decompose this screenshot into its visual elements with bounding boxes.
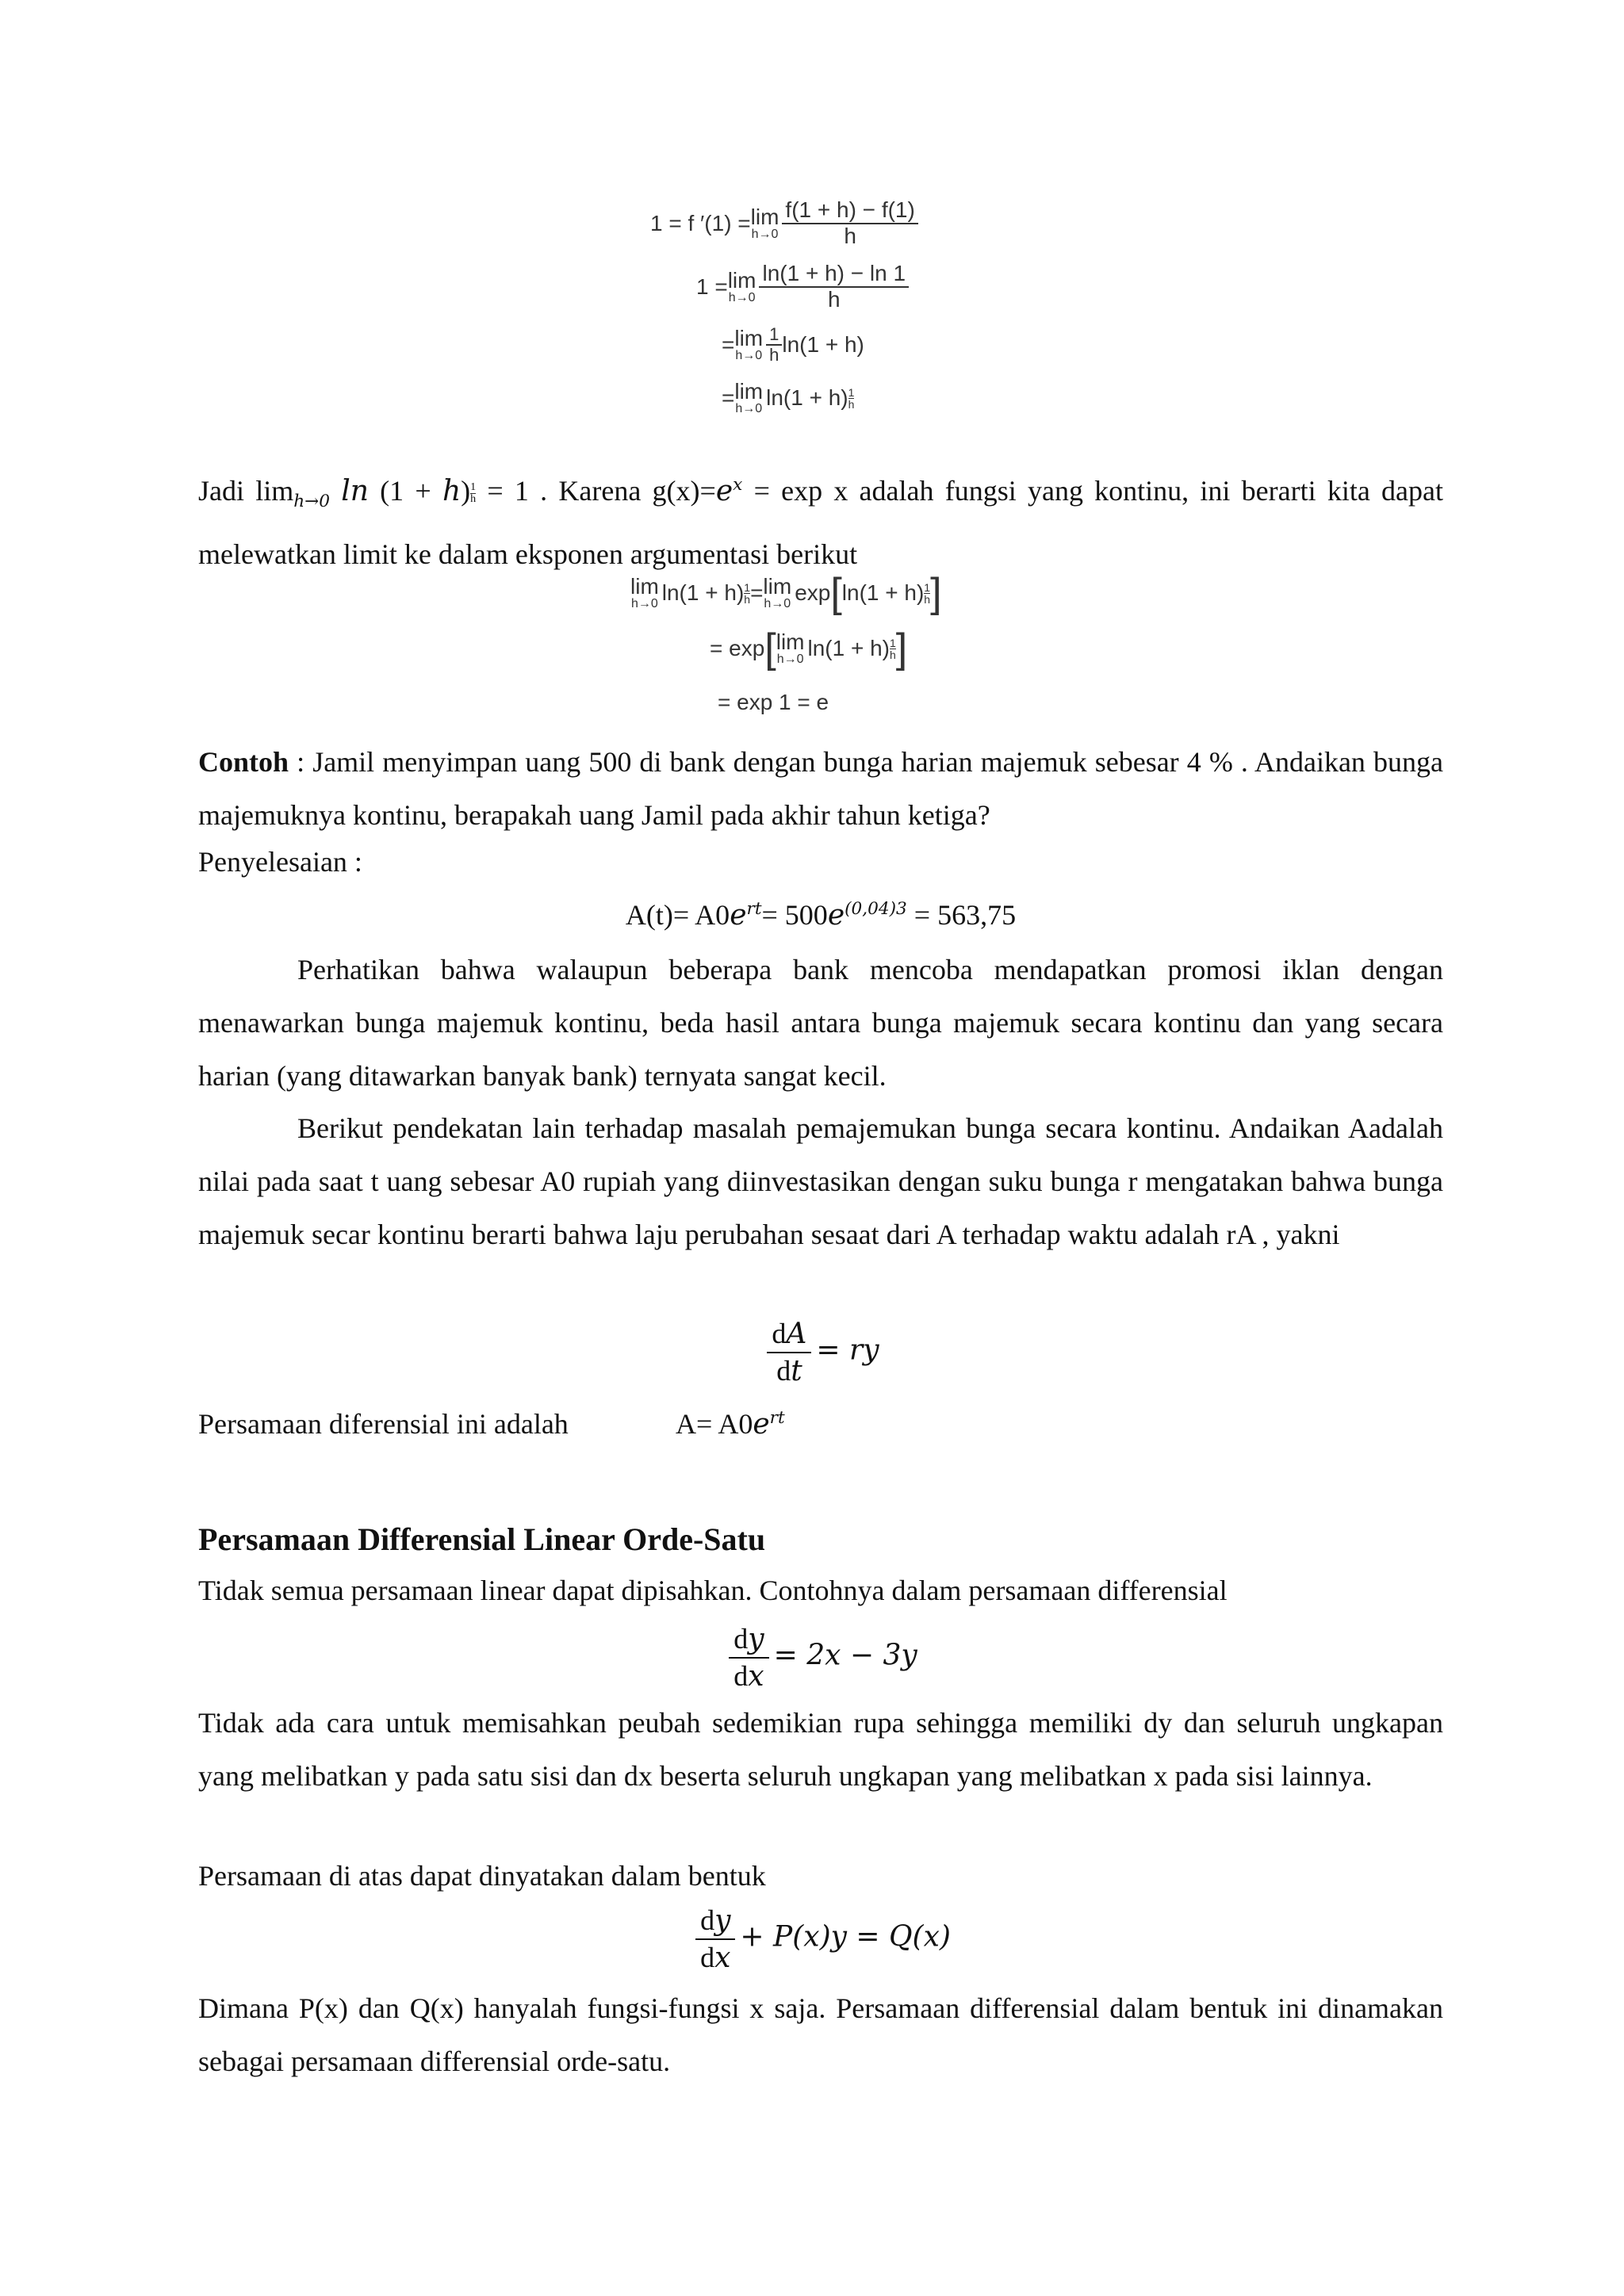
- eq1-row3-rhs: ln(1 + h): [782, 332, 864, 358]
- paragraph-limit-continuity: Jadi $\lim_{h\to 0} \ln (1 + h)$ $\frac{1}{h}$ = 1 . Karena $g(x)=e^x = \exp x$ adalah fungsi yang kontinu, ini berarti kita dapat melewatkan limit ke dalam eksponen argumentasi berikut: [198, 475, 1444, 571]
- exp-limit-equation: [630, 570, 1074, 725]
- lim-symbol: lim h→0: [734, 326, 764, 363]
- exponent-fraction: $\frac{1}{h}$: [744, 580, 751, 606]
- lim-symbol: lim h→0: [630, 574, 659, 611]
- eq1-row1-lhs: 1 = f ′(1) =: [650, 210, 751, 235]
- growth-rate-equation: $\frac{dA}{dt}$ = ry: [198, 1316, 1443, 1389]
- eq2-row1-equals: =: [750, 580, 764, 606]
- exponent-fraction: 1 h: [890, 636, 896, 661]
- eq1-row2-lhs: 1 =: [696, 274, 728, 299]
- eq2-row1-exp: exp: [795, 580, 831, 606]
- eq2-row1-a: ln(1 + h): [661, 580, 745, 606]
- lim-symbol: lim h→0: [763, 574, 792, 611]
- example-differential-equation: $\frac{dy}{dx}$ = 2x − 3y: [198, 1621, 1443, 1694]
- lim-symbol: lim h→0: [734, 379, 764, 415]
- eq1-row4-rhs: ln(1 + h): [766, 385, 848, 410]
- paragraph-observation: Perhatikan bahwa walaupun beberapa bank mencoba mendapatkan promosi iklan dengan menawarkan bunga majemuk kontinu, beda hasil antara bunga majemuk secara kontinu dan yang secara harian (yang ditawarkan banyak bank) ternyata sangat kecil.: [198, 954, 1443, 1092]
- eq1-row2-fraction: $\frac{\ln(1 + h) - \ln 1}{h}$: [759, 262, 909, 312]
- document-page: [198, 0, 1443, 2296]
- eq1-row3-fraction: $\frac{1}{h}$: [766, 325, 782, 365]
- paragraph-not-all-separable: Tidak semua persamaan linear dapat dipisahkan. Contohnya dalam persamaan differensial: [198, 1575, 1228, 1606]
- linear-first-order-form: $\frac{dy}{dx}$ + P(x)y = Q(x): [198, 1903, 1443, 1976]
- derivative-limit-equation: [650, 198, 1063, 428]
- right-bracket: ]: [895, 626, 908, 672]
- eq1-row4-lhs: =: [722, 385, 735, 410]
- paragraph-no-separation: Tidak ada cara untuk memisahkan peubah sedemikian rupa sehingga memiliki dy dan seluruh ungkapan yang melibatkan y pada satu sisi dan dx beserta seluruh ungkapan yang melibatkan x pada sisi lainnya.: [198, 1707, 1443, 1792]
- eq1-row1-fraction: $\frac{f(1 + h) - f(1)}{h}$: [782, 198, 917, 249]
- lim-symbol: lim h→0: [727, 267, 756, 304]
- left-bracket: [: [764, 626, 776, 672]
- exponent-fraction: 1 h: [924, 580, 931, 606]
- left-bracket: [: [830, 570, 842, 616]
- eq2-row2-exp: = exp: [710, 636, 765, 661]
- right-bracket: ]: [930, 570, 942, 616]
- section-heading: Persamaan Differensial Linear Orde-Satu: [198, 1521, 766, 1557]
- paragraph-definition: Dimana P(x) dan Q(x) hanyalah fungsi-fungsi x saja. Persamaan differensial dalam bentuk ini dinamakan sebagai persamaan differensial orde-satu.: [198, 1992, 1443, 2077]
- eq1-row3-lhs: =: [722, 332, 735, 358]
- eq2-row1-c: ln(1 + h): [841, 580, 925, 606]
- eq2-row2-b: ln(1 + h): [807, 636, 890, 661]
- lim-symbol: lim h→0: [750, 204, 779, 241]
- exponent-fraction: $\frac{1}{h}$: [470, 481, 477, 505]
- paragraph-other-approach: Berikut pendekatan lain terhadap masalah pemajemukan bunga secara kontinu. Andaikan Aadalah nilai pada saat t uang sebesar A0 rupiah yang diinvestasikan dengan suku bunga r mengatakan bahwa bunga majemuk secar kontinu berarti bahwa laju perubahan sesaat dari A terhadap waktu adalah rA , yakni: [198, 1112, 1443, 1250]
- paragraph-form-intro: Persamaan di atas dapat dinyatakan dalam bentuk: [198, 1860, 766, 1892]
- compound-interest-equation: $A(t)= A0e^{rt}= 500e^{(0,04)3} = 563,75$: [625, 899, 1017, 932]
- paragraph-example: Contoh : Jamil menyimpan uang 500 di bank dengan bunga harian majemuk sebesar 4 % . Andaikan bunga majemuknya kontinu, berapakah uang Jamil pada akhir tahun ketiga?: [198, 746, 1443, 831]
- eq2-row3: = exp 1 = e: [718, 690, 829, 714]
- lim-symbol: lim h→0: [776, 629, 805, 667]
- differential-equation-solution-label: Persamaan diferensial ini adalah: [198, 1408, 569, 1440]
- exponent-fraction: 1 h: [848, 385, 855, 411]
- solution-label: Penyelesaian :: [198, 846, 362, 878]
- differential-equation-solution: $A= A0e^{rt}$: [676, 1408, 785, 1441]
